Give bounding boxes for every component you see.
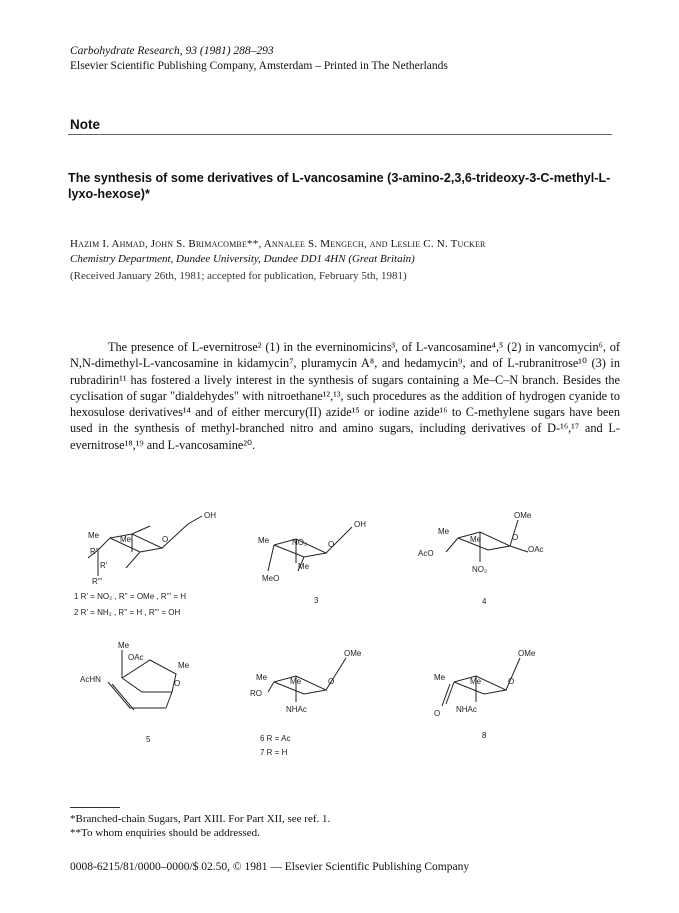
received-dates: (Received January 26th, 1981; accepted for publication, February 5th, 1981) [70, 270, 407, 282]
s4-label: Me [470, 535, 482, 544]
s67-label: NHAc [286, 705, 307, 714]
journal-citation: Carbohydrate Research, 93 (1981) 288–293 [70, 45, 274, 57]
s12-label: R' [100, 561, 108, 570]
s12-caption-1: 1 R' = NO₂ , R'' = OMe , R''' = H [74, 592, 187, 601]
journal-header [70, 44, 448, 74]
s8-label: O [434, 709, 441, 718]
s67-label: O [328, 677, 335, 686]
s12-label: O [162, 535, 169, 544]
s12-label: OH [204, 511, 216, 520]
body-paragraph: The presence of L-evernitrose² (1) in the everninomicins³, of L-vancosamine⁴,⁵ (2) in vancomycin⁶, of N,N-dimethyl-L-vancosamine in kidamycin⁷, pluramycin A⁸, and hedamycin⁹, and of L-rubranitrose¹⁰ (3) in rubradirin¹¹ has fostered a lively interest in the synthesis of sugars containing a Me–C–N branch. Besides the cyclisation of sugar "dialdehydes" with nitroethane¹²,¹³, such procedures as the addition of hydrogen cyanide to hexosulose derivatives¹⁴ and of either mercury(II) azide¹⁵ or iodine azide¹⁶ to C-methylene sugars have been used in the synthesis of methyl-branched nitro and amino sugars, including derivatives of D-¹⁶,¹⁷ and L-evernitrose¹⁸,¹⁹ and L-vancosamine²⁰. [70, 340, 620, 452]
s5-label: O [174, 679, 181, 688]
s3-label: Me [298, 562, 310, 571]
s8-label: NHAc [456, 705, 477, 714]
footnote-1: *Branched-chain Sugars, Part XIII. For Part XII, see ref. 1. [70, 813, 331, 825]
header-rule [68, 134, 612, 135]
s3-label: NO₂ [292, 538, 308, 547]
s67-label: RO [250, 689, 262, 698]
journal-publisher: Elsevier Scientific Publishing Company, Amsterdam – Printed in The Netherlands [70, 60, 448, 72]
structure-8-drawing [430, 650, 550, 750]
s4-label: OAc [528, 545, 544, 554]
structure-1-2 [70, 508, 250, 633]
structure-4-drawing [418, 508, 558, 608]
s3-label: O [328, 540, 335, 549]
s5-number: 5 [146, 735, 151, 744]
s4-label: NO₂ [472, 565, 488, 574]
affiliation: Chemistry Department, Dundee University, Dundee DD1 4HN (Great Britain) [70, 253, 415, 265]
section-label: Note [70, 117, 100, 132]
s5-label: Me [118, 641, 130, 650]
article-title: The synthesis of some derivatives of L-vancosamine (3-amino-2,3,6-trideoxy-3-C-methyl-L-lyxo-hexose)* [68, 171, 611, 201]
structure-8 [430, 650, 550, 755]
structure-5-drawing [80, 638, 210, 748]
author-list: Hazim I. Ahmad, John S. Brimacombe**, Annalee S. Mengech, and Leslie C. N. Tucker [70, 238, 486, 250]
s67-caption-1: 6 R = Ac [260, 734, 291, 743]
structure-6-7-drawing [250, 650, 380, 760]
s3-label: Me [258, 536, 270, 545]
structure-3 [258, 515, 378, 620]
s8-label: Me [434, 673, 446, 682]
structure-4 [418, 508, 558, 613]
structure-3-drawing [258, 515, 378, 615]
s4-label: O [512, 533, 519, 542]
structure-5 [80, 638, 210, 753]
s8-label: OMe [518, 649, 536, 658]
structure-6-7 [250, 650, 380, 765]
s3-number: 3 [314, 596, 319, 605]
s12-label: Me [88, 531, 100, 540]
s67-label: Me [290, 677, 302, 686]
s4-label: AcO [418, 549, 434, 558]
footnote-rule [70, 807, 120, 808]
s5-label: AcHN [80, 675, 101, 684]
s3-label: OH [354, 520, 366, 529]
s12-label: Me [120, 535, 132, 544]
s12-label: R''' [92, 577, 103, 586]
s4-label: OMe [514, 511, 532, 520]
s67-label: OMe [344, 649, 362, 658]
s67-label: Me [256, 673, 268, 682]
s8-label: O [508, 677, 515, 686]
copyright-line: 0008-6215/81/0000–0000/$ 02.50, © 1981 — Elsevier Scientific Publishing Company [70, 861, 470, 873]
s4-label: Me [438, 527, 450, 536]
s8-label: Me [470, 677, 482, 686]
s5-label: OAc [128, 653, 144, 662]
s12-label: R'' [90, 547, 99, 556]
s67-caption-2: 7 R = H [260, 748, 288, 757]
s12-caption-2: 2 R' = NH₂ , R'' = H , R''' = OH [74, 608, 181, 617]
s4-number: 4 [482, 597, 487, 606]
footnote-2: **To whom enquiries should be addressed. [70, 827, 260, 839]
s8-number: 8 [482, 731, 487, 740]
s5-label: Me [178, 661, 190, 670]
s3-label: MeO [262, 574, 280, 583]
